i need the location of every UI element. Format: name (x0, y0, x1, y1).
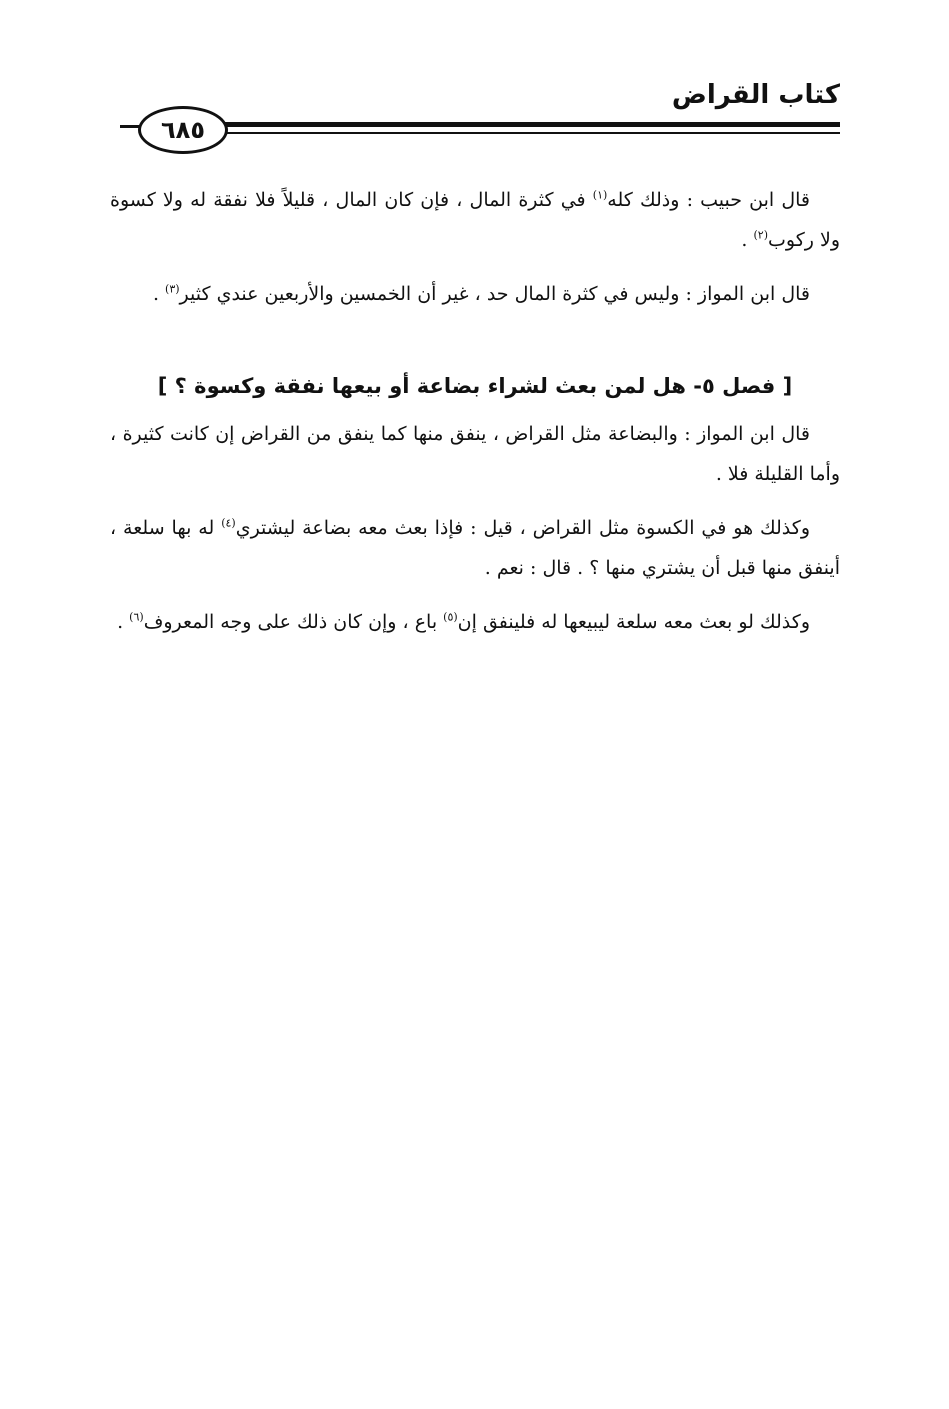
paragraph-5-text-a: وكذلك لو بعث معه سلعة ليبيعها له فلينفق إن (457, 611, 810, 633)
footnote-ref-3: (٣) (165, 282, 180, 296)
paragraph-1-text-b: في كثرة المال ، فإن كان المال ، قليلاً فلا نفقة له ولا كسوة ولا ركوب (110, 189, 840, 251)
paragraph-2 (110, 274, 840, 314)
book-title: كتاب القراض (671, 80, 840, 110)
paragraph-1 (110, 180, 840, 260)
paragraph-4-text-a: وكذلك هو في الكسوة مثل القراض ، قيل : فإذا بعث معه بضاعة ليشتري (235, 517, 810, 539)
page-body (110, 180, 840, 656)
footnote-ref-2: (٢) (753, 228, 769, 242)
paragraph-4-text-b: له بها سلعة ، أينفق منها قبل أن يشتري منها ؟ . قال : نعم . (110, 517, 840, 579)
footnote-ref-1: (١) (592, 188, 608, 202)
footnote-ref-5: (٥) (443, 610, 458, 624)
section-heading: [ فصل ٥- هل لمن بعث لشراء بضاعة أو بيعها نفقة وكسوة ؟ ] (157, 374, 793, 398)
paragraph-5-text-b: باع ، وإن كان ذلك على وجه المعروف (143, 611, 444, 633)
page-number: ٦٨٥ (138, 106, 228, 154)
header-rule-thin (205, 132, 840, 134)
page-header (110, 80, 840, 155)
header-rule-thick (205, 122, 840, 127)
paragraph-4 (110, 508, 840, 588)
paragraph-1-text-c: . (741, 229, 754, 251)
paragraph-2-text-b: . (152, 283, 166, 305)
paragraph-3: قال ابن المواز : والبضاعة مثل القراض ، ينفق منها كما ينفق من القراض إن كانت كثيرة ، وأما القليلة فلا . (110, 423, 840, 485)
paragraph-5 (110, 602, 840, 642)
paragraph-1-text-a: قال ابن حبيب : وذلك كله (607, 189, 811, 211)
footnote-ref-4: (٤) (221, 516, 236, 530)
paragraph-5-text-c: . (117, 611, 130, 633)
footnote-ref-6: (٦) (129, 610, 144, 624)
paragraph-2-text-a: قال ابن المواز : وليس في كثرة المال حد ، غير أن الخمسين والأربعين عندي كثير (179, 283, 810, 305)
